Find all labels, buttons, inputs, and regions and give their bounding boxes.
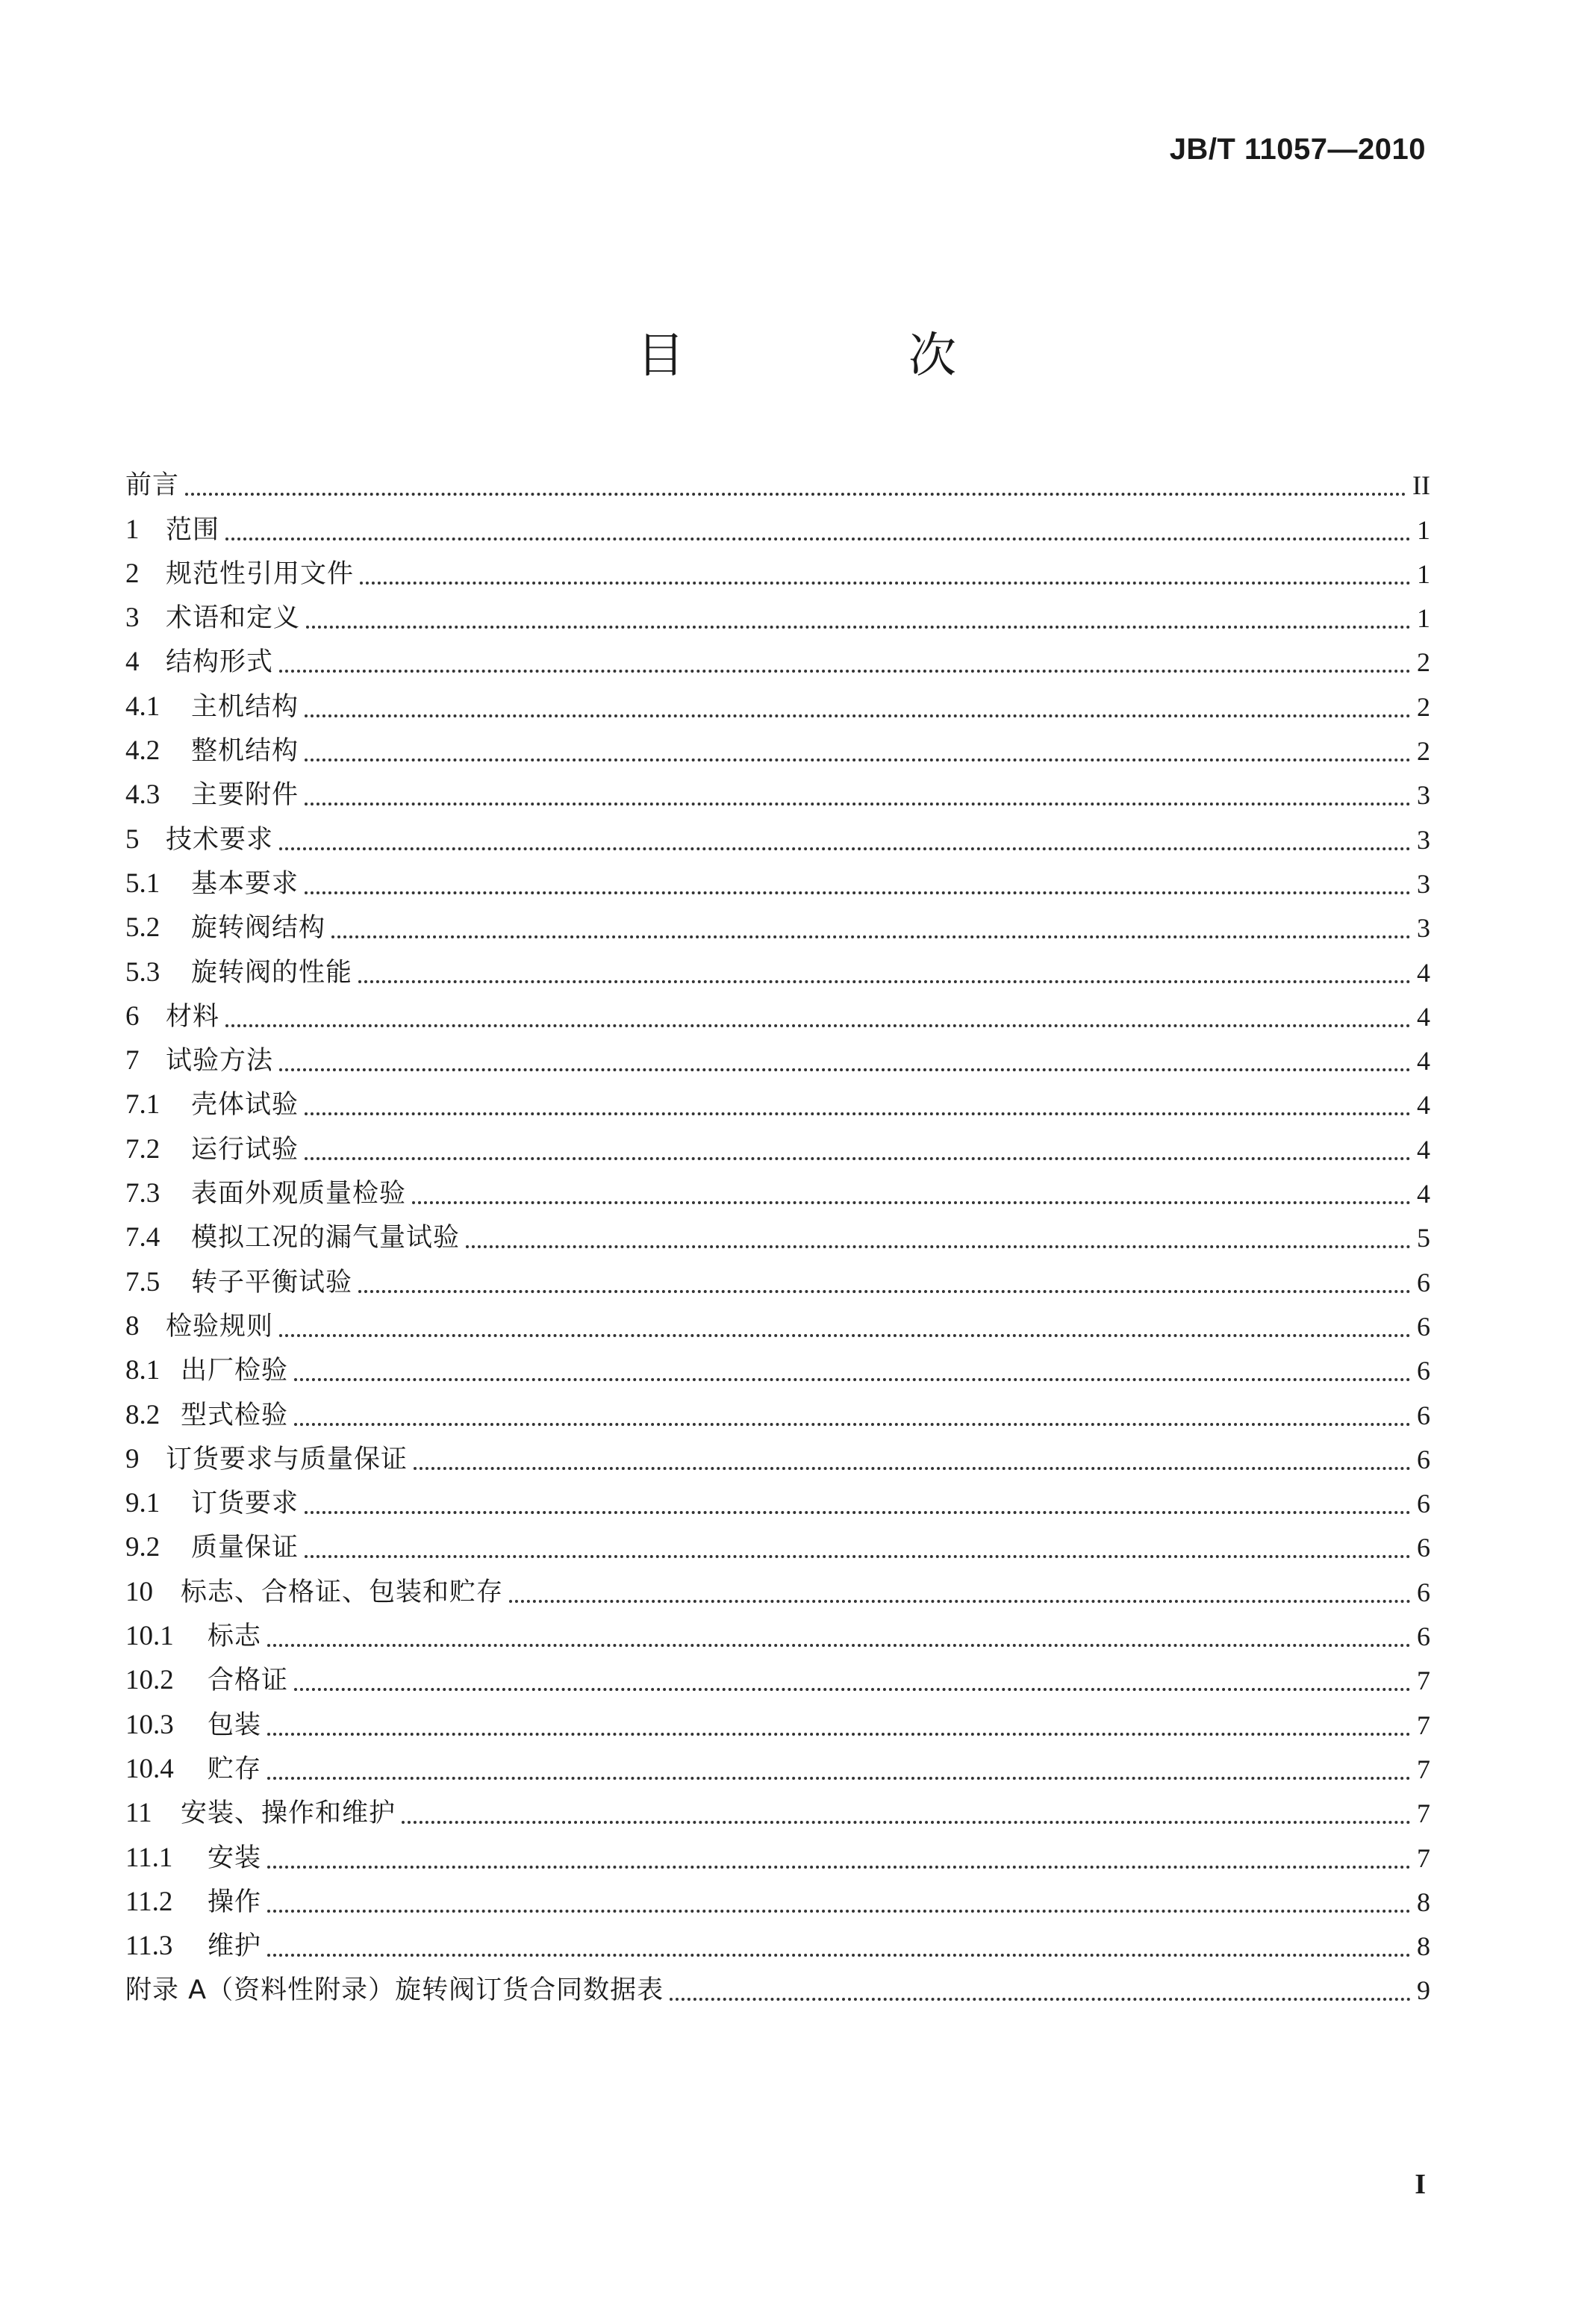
toc-entry-number: 8	[125, 1310, 140, 1342]
toc-entry-number: 7.2	[125, 1133, 160, 1165]
page-number: I	[1415, 2169, 1426, 2200]
toc-leader-dots	[279, 1068, 1411, 1071]
toc-entry[interactable]	[125, 1875, 1430, 1919]
toc-entry-page: 6	[1417, 1621, 1430, 1652]
toc-entry-title: 整机结构	[191, 736, 299, 767]
toc-entry-page: 8	[1417, 1887, 1430, 1917]
toc-entry-page: 5	[1417, 1223, 1430, 1253]
toc-entry[interactable]	[125, 679, 1430, 723]
toc-leader-dots	[267, 1733, 1411, 1736]
toc-entry-page: 6	[1417, 1267, 1430, 1297]
toc-leader-dots	[225, 1024, 1411, 1027]
toc-entry-number: 6	[125, 1000, 140, 1032]
toc-entry[interactable]	[125, 1344, 1430, 1388]
toc-entry[interactable]	[125, 1831, 1430, 1875]
standard-number: JB/T 11057—2010	[1169, 133, 1426, 166]
toc-entry[interactable]	[125, 857, 1430, 901]
page-title: 目 次	[637, 328, 1044, 384]
toc-entry-page: 9	[1417, 1975, 1430, 2006]
toc-leader-dots	[305, 1157, 1411, 1160]
toc-leader-dots	[414, 1467, 1411, 1470]
toc-entry[interactable]	[125, 1698, 1430, 1742]
toc-entry[interactable]	[125, 1963, 1430, 2007]
toc-entry[interactable]	[125, 1300, 1430, 1344]
toc-entry[interactable]	[125, 901, 1430, 945]
toc-leader-dots	[267, 1910, 1411, 1913]
toc-entry-title: 质量保证	[191, 1533, 299, 1563]
toc-entry[interactable]	[125, 945, 1430, 989]
toc-entry-title: 检验规则	[166, 1311, 274, 1342]
toc-entry-number: 10.3	[125, 1709, 174, 1740]
toc-entry-title: 型式检验	[181, 1400, 289, 1430]
toc-entry[interactable]	[125, 1211, 1430, 1255]
toc-entry[interactable]	[125, 1388, 1430, 1432]
toc-entry-title: 结构形式	[166, 647, 274, 678]
toc-entry[interactable]	[125, 1742, 1430, 1786]
toc-entry-number: 4	[125, 647, 140, 678]
toc-entry-page: 4	[1417, 1090, 1430, 1121]
toc-leader-dots	[466, 1245, 1411, 1248]
toc-entry-page: 4	[1417, 1179, 1430, 1209]
toc-entry-page: 6	[1417, 1489, 1430, 1519]
toc-entry-title: 旋转阀的性能	[191, 957, 353, 988]
toc-entry-page: 3	[1417, 868, 1430, 899]
toc-entry-title: 范围	[166, 514, 220, 545]
toc-entry-title: 术语和定义	[166, 603, 301, 634]
toc-entry-number: 5	[125, 823, 140, 855]
toc-entry-title: 壳体试验	[191, 1090, 299, 1121]
toc-entry-number: 7.3	[125, 1178, 160, 1209]
toc-entry-page: 3	[1417, 824, 1430, 855]
toc-entry-number: 8.2	[125, 1399, 160, 1430]
toc-entry[interactable]	[125, 768, 1430, 812]
toc-entry[interactable]	[125, 1477, 1430, 1521]
toc-entry-page: 6	[1417, 1444, 1430, 1474]
toc-entry[interactable]	[125, 502, 1430, 546]
toc-entry-number: 11.1	[125, 1842, 173, 1873]
toc-leader-dots	[402, 1821, 1411, 1824]
toc-entry[interactable]	[125, 1433, 1430, 1477]
toc-entry-number: 11.2	[125, 1886, 173, 1917]
toc-entry-page: 4	[1417, 1046, 1430, 1077]
toc-entry-page: 7	[1417, 1842, 1430, 1873]
toc-entry-page: 4	[1417, 1001, 1430, 1032]
toc-entry-number: 9.2	[125, 1532, 160, 1563]
toc-entry-number: 11	[125, 1798, 152, 1829]
toc-entry-page: 6	[1417, 1577, 1430, 1607]
toc-entry-page: 1	[1417, 514, 1430, 545]
toc-entry-number: 8.1	[125, 1355, 160, 1386]
toc-entry-page: 3	[1417, 780, 1430, 811]
toc-leader-dots	[294, 1378, 1411, 1381]
toc-entry[interactable]	[125, 1167, 1430, 1211]
toc-entry-number: 2	[125, 558, 140, 589]
toc-leader-dots	[305, 803, 1411, 806]
toc-entry[interactable]	[125, 591, 1430, 635]
toc-leader-dots	[279, 847, 1411, 850]
toc-entry[interactable]	[125, 1565, 1430, 1609]
toc-leader-dots	[279, 1334, 1411, 1337]
toc-entry-title: 试验方法	[166, 1046, 274, 1077]
toc-entry-page: 2	[1417, 647, 1430, 678]
toc-leader-dots	[358, 1290, 1411, 1293]
toc-entry-title: 安装	[208, 1842, 262, 1873]
toc-entry[interactable]	[125, 1078, 1430, 1122]
toc-entry-number: 5.3	[125, 956, 160, 988]
toc-entry[interactable]	[125, 990, 1430, 1034]
toc-entry-page: 8	[1417, 1931, 1430, 1962]
toc-entry-page: 1	[1417, 603, 1430, 634]
toc-entry[interactable]	[125, 458, 1430, 502]
toc-entry-number: 5.2	[125, 912, 160, 944]
toc-entry[interactable]	[125, 1255, 1430, 1299]
toc-leader-dots	[412, 1201, 1411, 1204]
toc-entry-number: 10.1	[125, 1621, 174, 1652]
toc-entry-number: 10.4	[125, 1753, 174, 1784]
toc-leader-dots	[305, 714, 1411, 717]
toc-entry-title: 安装、操作和维护	[181, 1798, 396, 1829]
toc-leader-dots	[358, 980, 1411, 983]
toc-entry-title: 表面外观质量检验	[191, 1179, 407, 1209]
toc-entry-title: 旋转阀结构	[191, 913, 326, 944]
toc-entry[interactable]	[125, 1034, 1430, 1078]
toc-entry-number: 4.3	[125, 779, 160, 811]
toc-entry-number: 4.2	[125, 735, 160, 767]
toc-entry-title: 标志	[208, 1621, 262, 1652]
toc-leader-dots	[670, 1998, 1411, 2001]
toc-entry-page: 2	[1417, 736, 1430, 767]
toc-entry-number: 7.5	[125, 1266, 160, 1297]
toc-entry-page: 7	[1417, 1710, 1430, 1740]
toc-entry-number: 9.1	[125, 1488, 160, 1519]
toc-leader-dots	[267, 1954, 1411, 1957]
toc-entry-page: 6	[1417, 1400, 1430, 1430]
toc-entry-page: 1	[1417, 558, 1430, 589]
toc-entry-number: 10	[125, 1576, 153, 1607]
toc-entry-title: 包装	[208, 1710, 262, 1740]
toc-entry[interactable]	[125, 1521, 1430, 1565]
toc-entry-title: 材料	[166, 1001, 220, 1032]
toc-entry-title: 合格证	[208, 1666, 289, 1696]
toc-leader-dots	[305, 1511, 1411, 1514]
toc-leader-dots	[294, 1423, 1411, 1426]
toc-entry-page: 6	[1417, 1356, 1430, 1386]
toc-entry-title: 主机结构	[191, 691, 299, 722]
toc-entry-page: 3	[1417, 913, 1430, 944]
toc-entry-number: 7.1	[125, 1089, 160, 1121]
toc-leader-dots	[294, 1688, 1411, 1691]
toc-entry-title: 运行试验	[191, 1134, 299, 1165]
toc-leader-dots	[305, 1112, 1411, 1115]
toc-entry-title: 维护	[208, 1931, 262, 1962]
toc-entry-page: 7	[1417, 1798, 1430, 1829]
toc-entry-page: 4	[1417, 1134, 1430, 1165]
toc-entry[interactable]	[125, 1786, 1430, 1831]
toc-entry[interactable]	[125, 812, 1430, 856]
toc-entry[interactable]	[125, 547, 1430, 591]
toc-entry-title: 附录 A（资料性附录）旋转阀订货合同数据表	[125, 1975, 664, 2006]
toc-entry-title: 技术要求	[166, 824, 274, 855]
toc-entry-number: 10.2	[125, 1665, 174, 1696]
toc-entry-title: 订货要求	[191, 1489, 299, 1519]
toc-entry-page: 7	[1417, 1666, 1430, 1696]
toc-entry-number: 5.1	[125, 867, 160, 899]
toc-entry-page: II	[1412, 470, 1430, 501]
toc-entry-title: 规范性引用文件	[166, 558, 355, 589]
toc-leader-dots	[225, 538, 1411, 540]
toc-entry-title: 转子平衡试验	[191, 1267, 353, 1297]
toc-entry[interactable]	[125, 1610, 1430, 1654]
toc-entry-number: 3	[125, 602, 140, 634]
toc-entry-number: 9	[125, 1443, 140, 1474]
toc-entry[interactable]	[125, 1122, 1430, 1166]
toc-entry-page: 7	[1417, 1754, 1430, 1784]
toc-leader-dots	[509, 1600, 1411, 1603]
toc-entry-page: 6	[1417, 1311, 1430, 1342]
toc-entry-title: 模拟工况的漏气量试验	[191, 1223, 461, 1253]
toc-entry[interactable]	[125, 1654, 1430, 1698]
toc-leader-dots	[279, 670, 1411, 673]
toc-entry-number: 7.4	[125, 1222, 160, 1253]
toc-entry-title: 前言	[125, 470, 180, 501]
toc-leader-dots	[360, 582, 1411, 585]
table-of-contents	[125, 458, 1430, 2007]
toc-entry-number: 1	[125, 514, 140, 545]
toc-entry-title: 标志、合格证、包装和贮存	[181, 1577, 504, 1607]
toc-leader-dots	[185, 493, 1406, 496]
toc-leader-dots	[267, 1777, 1411, 1780]
toc-entry-number: 11.3	[125, 1931, 173, 1962]
toc-entry-page: 2	[1417, 691, 1430, 722]
toc-entry-title: 出厂检验	[181, 1356, 289, 1386]
toc-entry-number: 4.1	[125, 691, 160, 722]
toc-entry-title: 操作	[208, 1887, 262, 1917]
toc-leader-dots	[305, 758, 1411, 761]
toc-entry-number: 7	[125, 1045, 140, 1077]
toc-entry-title: 订货要求与质量保证	[166, 1444, 408, 1474]
toc-entry[interactable]	[125, 724, 1430, 768]
toc-entry-title: 基本要求	[191, 868, 299, 899]
toc-leader-dots	[306, 626, 1411, 629]
toc-entry[interactable]	[125, 635, 1430, 679]
toc-entry-page: 6	[1417, 1533, 1430, 1563]
toc-entry-title: 主要附件	[191, 780, 299, 811]
toc-leader-dots	[331, 935, 1411, 938]
toc-entry-page: 4	[1417, 957, 1430, 988]
toc-leader-dots	[267, 1866, 1411, 1869]
toc-entry-title: 贮存	[208, 1754, 262, 1784]
toc-leader-dots	[305, 891, 1411, 894]
toc-entry[interactable]	[125, 1919, 1430, 1963]
toc-leader-dots	[305, 1555, 1411, 1558]
toc-leader-dots	[267, 1644, 1411, 1647]
